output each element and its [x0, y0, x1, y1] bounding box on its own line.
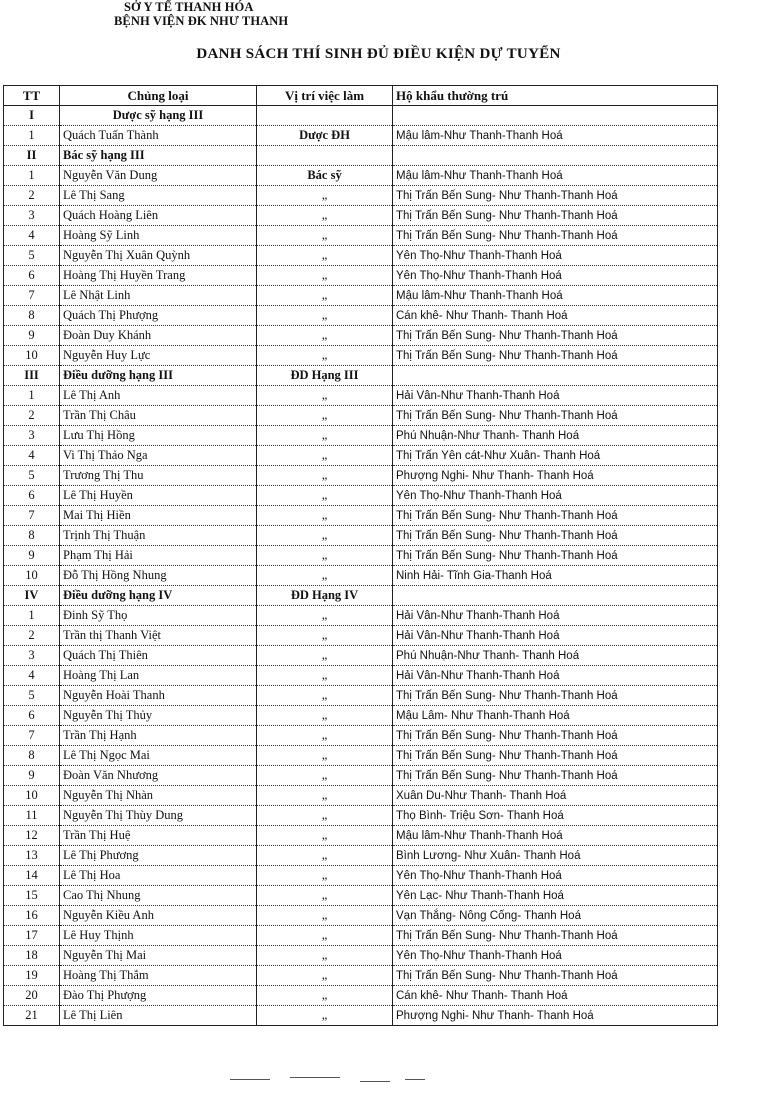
cell-position [257, 146, 393, 166]
table-body [4, 106, 718, 1026]
table-row [4, 466, 718, 486]
cell-address: Hải Vân-Như Thanh-Thanh Hoá [393, 626, 718, 646]
cell-tt: 8 [4, 526, 60, 546]
cell-name: Vi Thị Thảo Nga [60, 446, 257, 466]
cell-address: Phú Nhuận-Như Thanh- Thanh Hoá [393, 426, 718, 446]
cell-address: Mậu Lâm- Như Thanh-Thanh Hoá [393, 706, 718, 726]
cell-tt: 1 [4, 166, 60, 186]
table-row [4, 826, 718, 846]
table-row [4, 306, 718, 326]
table-row [4, 206, 718, 226]
cell-tt: 5 [4, 246, 60, 266]
cell-tt: 8 [4, 306, 60, 326]
cell-address [393, 586, 718, 606]
cell-name: Cao Thị Nhung [60, 886, 257, 906]
cell-position: „ [257, 426, 393, 446]
cell-position: „ [257, 506, 393, 526]
cell-tt: 9 [4, 546, 60, 566]
cell-tt: 17 [4, 926, 60, 946]
table-row [4, 806, 718, 826]
cell-tt: 20 [4, 986, 60, 1006]
cell-position: „ [257, 766, 393, 786]
cell-tt: 3 [4, 206, 60, 226]
cell-name: Đinh Sỹ Thọ [60, 606, 257, 626]
table-row [4, 786, 718, 806]
table-row [4, 226, 718, 246]
table-row [4, 746, 718, 766]
cell-name: Điều dưỡng hạng IV [60, 586, 257, 606]
cell-tt: IV [4, 586, 60, 606]
column-header-position: Vị trí việc làm [257, 86, 393, 106]
cell-tt: 1 [4, 606, 60, 626]
cell-address: Ninh Hải- Tĩnh Gia-Thanh Hoá [393, 566, 718, 586]
table-row [4, 886, 718, 906]
cell-name: Lê Thị Sang [60, 186, 257, 206]
cell-tt: 2 [4, 186, 60, 206]
cell-address: Mậu lâm-Như Thanh-Thanh Hoá [393, 126, 718, 146]
cell-tt: 5 [4, 686, 60, 706]
cell-name: Quách Thị Phượng [60, 306, 257, 326]
cell-tt: 10 [4, 786, 60, 806]
cell-name: Đoàn Văn Nhương [60, 766, 257, 786]
cell-tt: II [4, 146, 60, 166]
cell-address: Phú Nhuận-Như Thanh- Thanh Hoá [393, 646, 718, 666]
cell-tt: 4 [4, 666, 60, 686]
cell-address: Mậu lâm-Như Thanh-Thanh Hoá [393, 826, 718, 846]
cell-address: Xuân Du-Như Thanh- Thanh Hoá [393, 786, 718, 806]
cell-position: „ [257, 846, 393, 866]
section-row [4, 586, 718, 606]
cell-position: „ [257, 606, 393, 626]
cell-position: „ [257, 546, 393, 566]
cell-name: Trần thị Thanh Việt [60, 626, 257, 646]
table-row [4, 246, 718, 266]
cell-position: „ [257, 226, 393, 246]
table-row [4, 526, 718, 546]
cell-address: Mậu lâm-Như Thanh-Thanh Hoá [393, 286, 718, 306]
cell-position: „ [257, 966, 393, 986]
cell-tt: 19 [4, 966, 60, 986]
cell-tt: 18 [4, 946, 60, 966]
cell-position: „ [257, 706, 393, 726]
cell-address: Yên Thọ-Như Thanh-Thanh Hoá [393, 946, 718, 966]
cell-tt: 12 [4, 826, 60, 846]
cell-position: „ [257, 866, 393, 886]
cell-name: Trần Thị Huệ [60, 826, 257, 846]
cell-position: „ [257, 206, 393, 226]
table-row [4, 386, 718, 406]
cell-position: ĐD Hạng IV [257, 586, 393, 606]
cell-position [257, 106, 393, 126]
cell-position: „ [257, 646, 393, 666]
cell-tt: 6 [4, 266, 60, 286]
table-row [4, 166, 718, 186]
agency-name: SỞ Y TẾ THANH HÓA [124, 0, 254, 14]
cell-address: Thị Trấn Bến Sung- Như Thanh-Thanh Hoá [393, 186, 718, 206]
cell-name: Nguyễn Thị Thùy Dung [60, 806, 257, 826]
cell-position: „ [257, 1006, 393, 1026]
table-row [4, 546, 718, 566]
document-title: DANH SÁCH THÍ SINH ĐỦ ĐIỀU KIỆN DỰ TUYỂN [196, 46, 561, 62]
cell-position: „ [257, 786, 393, 806]
cell-address: Thị Trấn Bến Sung- Như Thanh-Thanh Hoá [393, 926, 718, 946]
cell-position: „ [257, 446, 393, 466]
table-row [4, 286, 718, 306]
table-row [4, 726, 718, 746]
cell-name: Điều dưỡng hạng III [60, 366, 257, 386]
cell-name: Trần Thị Hạnh [60, 726, 257, 746]
cell-address: Cán khê- Như Thanh- Thanh Hoá [393, 306, 718, 326]
cell-address: Thị Trấn Bến Sung- Như Thanh-Thanh Hoá [393, 326, 718, 346]
cell-address: Vạn Thắng- Nông Cống- Thanh Hoá [393, 906, 718, 926]
cell-name: Lê Nhật Linh [60, 286, 257, 306]
cell-address: Phượng Nghi- Như Thanh- Thanh Hoá [393, 1006, 718, 1026]
section-row [4, 366, 718, 386]
cell-position: „ [257, 246, 393, 266]
section-row [4, 106, 718, 126]
cell-tt: 13 [4, 846, 60, 866]
table-row [4, 686, 718, 706]
cell-address: Thị Trấn Yên cát-Như Xuân- Thanh Hoá [393, 446, 718, 466]
cell-name: Nguyễn Thị Xuân Quỳnh [60, 246, 257, 266]
cell-position: „ [257, 886, 393, 906]
table-row [4, 186, 718, 206]
cell-name: Đỗ Thị Hồng Nhung [60, 566, 257, 586]
column-header-address: Hộ khẩu thường trú [393, 86, 718, 106]
cell-position: „ [257, 726, 393, 746]
cell-position: „ [257, 286, 393, 306]
cell-tt: 6 [4, 486, 60, 506]
cell-position: „ [257, 386, 393, 406]
cell-address: Thị Trấn Bến Sung- Như Thanh-Thanh Hoá [393, 546, 718, 566]
cell-name: Lê Thị Ngọc Mai [60, 746, 257, 766]
cell-address [393, 106, 718, 126]
cell-tt: 6 [4, 706, 60, 726]
table-row [4, 986, 718, 1006]
cell-name: Quách Tuấn Thành [60, 126, 257, 146]
cell-position: „ [257, 746, 393, 766]
cell-name: Lê Thị Huyền [60, 486, 257, 506]
cell-name: Nguyễn Văn Dung [60, 166, 257, 186]
cell-address [393, 366, 718, 386]
cell-name: Nguyễn Thị Thủy [60, 706, 257, 726]
table-row [4, 266, 718, 286]
table-row [4, 926, 718, 946]
cell-position: „ [257, 526, 393, 546]
cell-position: „ [257, 906, 393, 926]
cell-position: „ [257, 926, 393, 946]
cell-address: Thị Trấn Bến Sung- Như Thanh-Thanh Hoá [393, 346, 718, 366]
cell-tt: 1 [4, 126, 60, 146]
cell-position: „ [257, 826, 393, 846]
cell-tt: 1 [4, 386, 60, 406]
table-row [4, 646, 718, 666]
cell-tt: 7 [4, 286, 60, 306]
cell-name: Nguyễn Thị Mai [60, 946, 257, 966]
cell-name: Hoàng Thị Lan [60, 666, 257, 686]
table-row [4, 846, 718, 866]
cell-tt: 5 [4, 466, 60, 486]
cell-address: Yên Thọ-Như Thanh-Thanh Hoá [393, 246, 718, 266]
cell-tt: 4 [4, 446, 60, 466]
hospital-name: BỆNH VIỆN ĐK NHƯ THANH [114, 14, 289, 28]
cell-name: Nguyễn Thị Nhàn [60, 786, 257, 806]
cell-tt: 3 [4, 646, 60, 666]
table-row [4, 126, 718, 146]
cell-address: Thọ Bình- Triệu Sơn- Thanh Hoá [393, 806, 718, 826]
table-row [4, 706, 718, 726]
table-row [4, 906, 718, 926]
cell-name: Lê Thị Phương [60, 846, 257, 866]
cell-tt: I [4, 106, 60, 126]
cell-tt: 7 [4, 506, 60, 526]
table-row [4, 1006, 718, 1026]
table-row [4, 626, 718, 646]
table-row [4, 666, 718, 686]
cell-name: Hoàng Thị Thắm [60, 966, 257, 986]
cell-address: Yên Lạc- Như Thanh-Thanh Hoá [393, 886, 718, 906]
cell-tt: 2 [4, 626, 60, 646]
cell-name: Nguyễn Kiều Anh [60, 906, 257, 926]
cell-name: Lê Thị Liên [60, 1006, 257, 1026]
cell-position: „ [257, 186, 393, 206]
table-row [4, 326, 718, 346]
cell-tt: 10 [4, 566, 60, 586]
cell-name: Lê Thị Anh [60, 386, 257, 406]
cell-address: Cán khê- Như Thanh- Thanh Hoá [393, 986, 718, 1006]
cell-name: Quách Thị Thiên [60, 646, 257, 666]
cell-address: Phượng Nghi- Như Thanh- Thanh Hoá [393, 466, 718, 486]
cell-tt: 11 [4, 806, 60, 826]
cell-tt: 8 [4, 746, 60, 766]
cell-position: „ [257, 946, 393, 966]
column-header-tt: TT [4, 86, 60, 106]
section-row [4, 146, 718, 166]
cell-position: „ [257, 326, 393, 346]
candidate-table [3, 85, 718, 1026]
cell-tt: 9 [4, 766, 60, 786]
cell-name: Lưu Thị Hồng [60, 426, 257, 446]
cell-name: Nguyễn Hoài Thanh [60, 686, 257, 706]
cell-position: „ [257, 566, 393, 586]
cell-position: ĐD Hạng III [257, 366, 393, 386]
cell-name: Trịnh Thị Thuận [60, 526, 257, 546]
cell-position: „ [257, 346, 393, 366]
cell-name: Hoàng Sỹ Linh [60, 226, 257, 246]
cell-position: „ [257, 406, 393, 426]
cell-name: Đoàn Duy Khánh [60, 326, 257, 346]
cell-name: Phạm Thị Hải [60, 546, 257, 566]
cell-position: „ [257, 666, 393, 686]
cell-address: Yên Thọ-Như Thanh-Thanh Hoá [393, 866, 718, 886]
cell-position: „ [257, 686, 393, 706]
cell-address: Hải Vân-Như Thanh-Thanh Hoá [393, 606, 718, 626]
cell-tt: 16 [4, 906, 60, 926]
cell-address: Hải Vân-Như Thanh-Thanh Hoá [393, 386, 718, 406]
table-row [4, 506, 718, 526]
cell-address [393, 146, 718, 166]
cell-address: Thị Trấn Bến Sung- Như Thanh-Thanh Hoá [393, 766, 718, 786]
cell-tt: 14 [4, 866, 60, 886]
cell-tt: 9 [4, 326, 60, 346]
cell-tt: 3 [4, 426, 60, 446]
table-row [4, 346, 718, 366]
cell-tt: 2 [4, 406, 60, 426]
cell-address: Thị Trấn Bến Sung- Như Thanh-Thanh Hoá [393, 746, 718, 766]
cell-name: Quách Hoàng Liên [60, 206, 257, 226]
scan-marks [230, 1075, 480, 1085]
cell-address: Thị Trấn Bến Sung- Như Thanh-Thanh Hoá [393, 406, 718, 426]
cell-position: „ [257, 306, 393, 326]
cell-position: „ [257, 466, 393, 486]
table-row [4, 406, 718, 426]
table-row [4, 766, 718, 786]
table-row [4, 966, 718, 986]
column-header-category: Chủng loại [60, 86, 257, 106]
cell-address: Thị Trấn Bến Sung- Như Thanh-Thanh Hoá [393, 206, 718, 226]
cell-position: „ [257, 626, 393, 646]
table-row [4, 866, 718, 886]
cell-address: Thị Trấn Bến Sung- Như Thanh-Thanh Hoá [393, 226, 718, 246]
cell-position: „ [257, 806, 393, 826]
table-row [4, 486, 718, 506]
cell-address: Yên Thọ-Như Thanh-Thanh Hoá [393, 266, 718, 286]
table-row [4, 606, 718, 626]
cell-address: Hải Vân-Như Thanh-Thanh Hoá [393, 666, 718, 686]
cell-position: „ [257, 486, 393, 506]
cell-address: Yên Thọ-Như Thanh-Thanh Hoá [393, 486, 718, 506]
cell-position: Bác sỹ [257, 166, 393, 186]
cell-address: Thị Trấn Bến Sung- Như Thanh-Thanh Hoá [393, 726, 718, 746]
cell-address: Thị Trấn Bến Sung- Như Thanh-Thanh Hoá [393, 966, 718, 986]
cell-position: „ [257, 266, 393, 286]
cell-name: Trương Thị Thu [60, 466, 257, 486]
table-row [4, 426, 718, 446]
cell-name: Bác sỹ hạng III [60, 146, 257, 166]
cell-address: Thị Trấn Bến Sung- Như Thanh-Thanh Hoá [393, 506, 718, 526]
table-row [4, 446, 718, 466]
cell-tt: III [4, 366, 60, 386]
cell-address: Thị Trấn Bến Sung- Như Thanh-Thanh Hoá [393, 526, 718, 546]
cell-address: Mậu lâm-Như Thanh-Thanh Hoá [393, 166, 718, 186]
table-row [4, 946, 718, 966]
table-header-row [4, 86, 718, 106]
cell-tt: 7 [4, 726, 60, 746]
cell-address: Bình Lương- Như Xuân- Thanh Hoá [393, 846, 718, 866]
table-row [4, 566, 718, 586]
cell-position: „ [257, 986, 393, 1006]
cell-address: Thị Trấn Bến Sung- Như Thanh-Thanh Hoá [393, 686, 718, 706]
cell-tt: 21 [4, 1006, 60, 1026]
cell-tt: 10 [4, 346, 60, 366]
cell-name: Đào Thị Phượng [60, 986, 257, 1006]
cell-name: Trần Thị Châu [60, 406, 257, 426]
cell-name: Hoàng Thị Huyền Trang [60, 266, 257, 286]
cell-tt: 15 [4, 886, 60, 906]
cell-name: Dược sỹ hạng III [60, 106, 257, 126]
cell-position: Dược ĐH [257, 126, 393, 146]
cell-tt: 4 [4, 226, 60, 246]
cell-name: Mai Thị Hiền [60, 506, 257, 526]
cell-name: Lê Thị Hoa [60, 866, 257, 886]
cell-name: Lê Huy Thịnh [60, 926, 257, 946]
cell-name: Nguyễn Huy Lực [60, 346, 257, 366]
